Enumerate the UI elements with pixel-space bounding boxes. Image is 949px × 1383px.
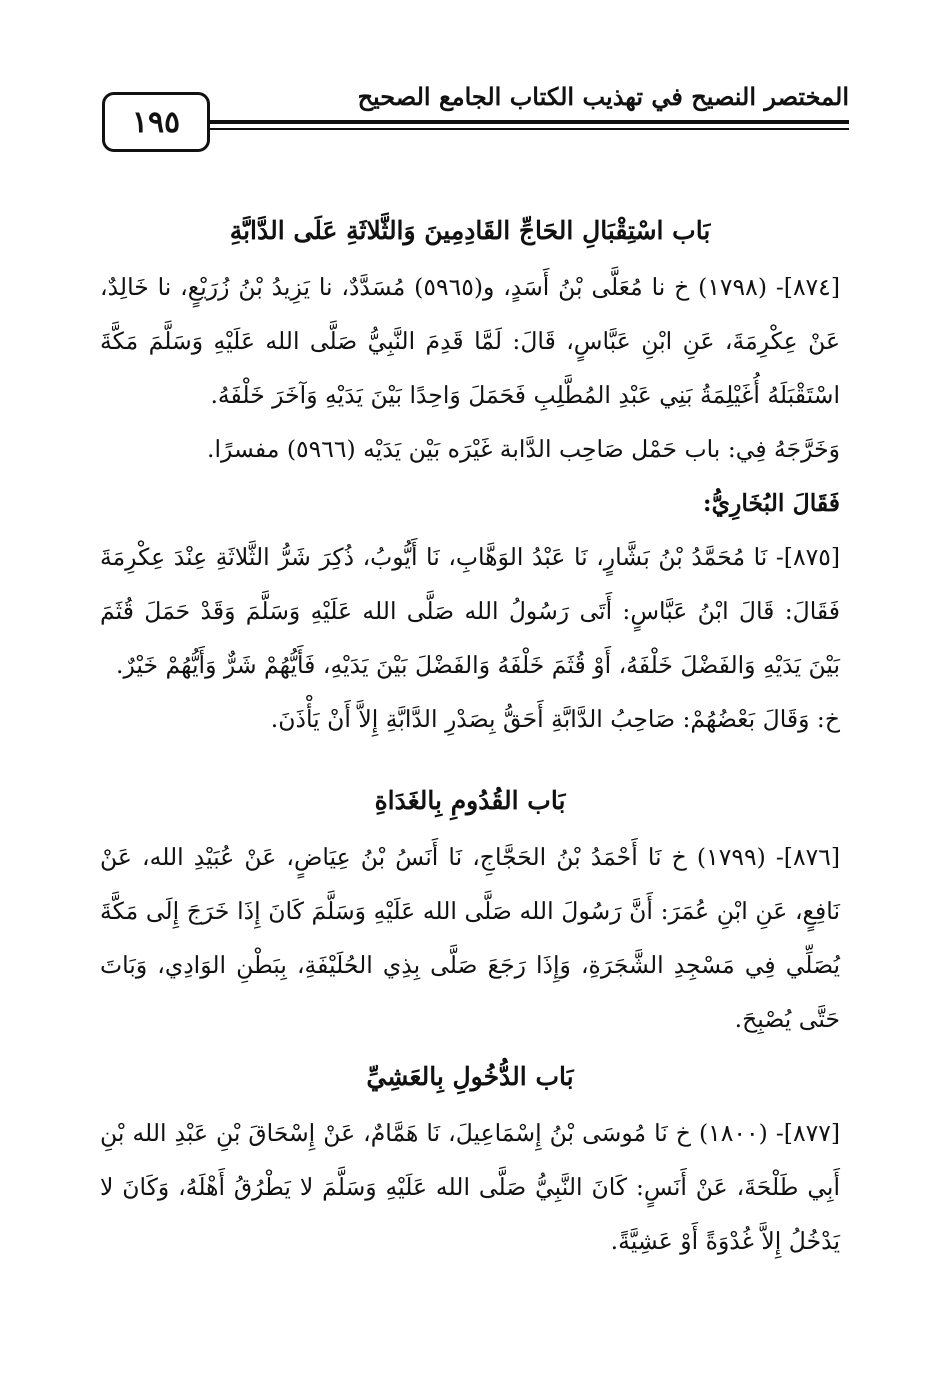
header-rule-thick — [210, 120, 849, 124]
chapter-title-3: بَاب الدُّخُولِ بِالعَشِيِّ — [366, 1062, 574, 1091]
spacer — [100, 746, 840, 770]
bukhari-heading: فَقَالَ البُخَارِيُّ: — [702, 489, 840, 517]
header-rule-thin — [210, 128, 849, 130]
hadith-875: [٨٧٥]- نَا مُحَمَّدُ بْنُ بَشَّارٍ، نَا عَبْدُ الوَهَّابِ، نَا أَيُّوبُ، ذُكِرَ شَرُّ الثَّلاثَةِ عِنْدَ عِكْرِمَةَ فَقَالَ: قَالَ ابْنُ عَبَّاسٍ: أَتَى رَسُولُ الله صَلَّى الله عَلَيْهِ وَسَلَّمَ وَقَدْ حَمَلَ قُثَمَ بَيْنَ يَدَيْهِ وَالفَضْلَ خَلْفَهُ، أَوْ قُثَمَ خَلْفَهُ وَالفَضْلَ بَيْنَ يَدَيْهِ، فَأَيُّهُمْ شَرٌّ وَأَيُّهُمْ خَيْرٌ. — [100, 543, 840, 679]
page-header — [92, 70, 849, 158]
hadith-874: [٨٧٤]- (١٧٩٨) خ نا مُعَلَّى بْنُ أَسَدٍ، و(٥٩٦٥) مُسَدَّدٌ، نا يَزِيدُ بْنُ زُرَيْعٍ، نا خَالِدٌ، عَنْ عِكْرِمَةَ، عَنِ ابْنِ عَبَّاسٍ، قَالَ: لَمَّا قَدِمَ النَّبِيُّ صَلَّى الله عَلَيْهِ وَسَلَّمَ مَكَّةَ اسْتَقْبَلَهُ أُغَيْلِمَةُ بَنِي عَبْدِ المُطَّلِبِ فَحَمَلَ وَاحِدًا بَيْنَ يَدَيْهِ وَآخَرَ خَلْفَهُ. — [100, 273, 840, 409]
chapter-title-2: بَاب القُدُومِ بِالغَدَاةِ — [374, 786, 566, 815]
chapter-title-1: بَاب اسْتِقْبَالِ الحَاجِّ القَادِمِينَ وَالثَّلاثَةِ عَلَى الدَّابَّةِ — [229, 216, 711, 245]
hadith-876: [٨٧٦]- (١٧٩٩) خ نَا أَحْمَدُ بْنُ الحَجَّاجِ، نَا أَنَسُ بْنُ عِيَاضٍ، عَنْ عُبَيْدِ الله، عَنْ نَافِعٍ، عَنِ ابْنِ عُمَرَ: أَنَّ رَسُولَ الله صَلَّى الله عَلَيْهِ وَسَلَّمَ كَانَ إِذَا خَرَجَ إِلَى مَكَّةَ يُصَلِّي فِي مَسْجِدِ الشَّجَرَةِ، وَإِذَا رَجَعَ صَلَّى بِذِي الحُلَيْفَةِ، بِبَطْنِ الوَادِي، وَبَاتَ حَتَّى يُصْبِحَ. — [100, 843, 840, 1033]
running-title: المختصر النصيح في تهذيب الكتاب الجامع الصحيح — [357, 82, 849, 111]
page-number: ١٩٥ — [102, 92, 210, 152]
takhrij-note: وَخَرَّجَهُ فِي: باب حَمْل صَاحِب الدَّابة غَيْرَه بَيْن يَدَيْه (٥٩٦٦) مفسرًا. — [207, 435, 840, 463]
kha-note: خ: وَقَالَ بَعْضُهُمْ: صَاحِبُ الدَّابَّةِ أَحَقُّ بِصَدْرِ الدَّابَّةِ إِلاَّ أَنْ يَأْذَنَ. — [270, 705, 840, 733]
hadith-877: [٨٧٧]- (١٨٠٠) خ نَا مُوسَى بْنُ إِسْمَاعِيلَ، نَا هَمَّامٌ، عَنْ إِسْحَاقَ بْنِ عَبْدِ الله بْنِ أَبِي طَلْحَةَ، عَنْ أَنَسٍ: كَانَ النَّبِيُّ صَلَّى الله عَلَيْهِ وَسَلَّمَ لا يَطْرُقُ أَهْلَهُ، وَكَانَ لا يَدْخُلُ إِلاَّ غُدْوَةً أَوْ عَشِيَّةً. — [100, 1119, 840, 1255]
page-body — [100, 200, 840, 1268]
